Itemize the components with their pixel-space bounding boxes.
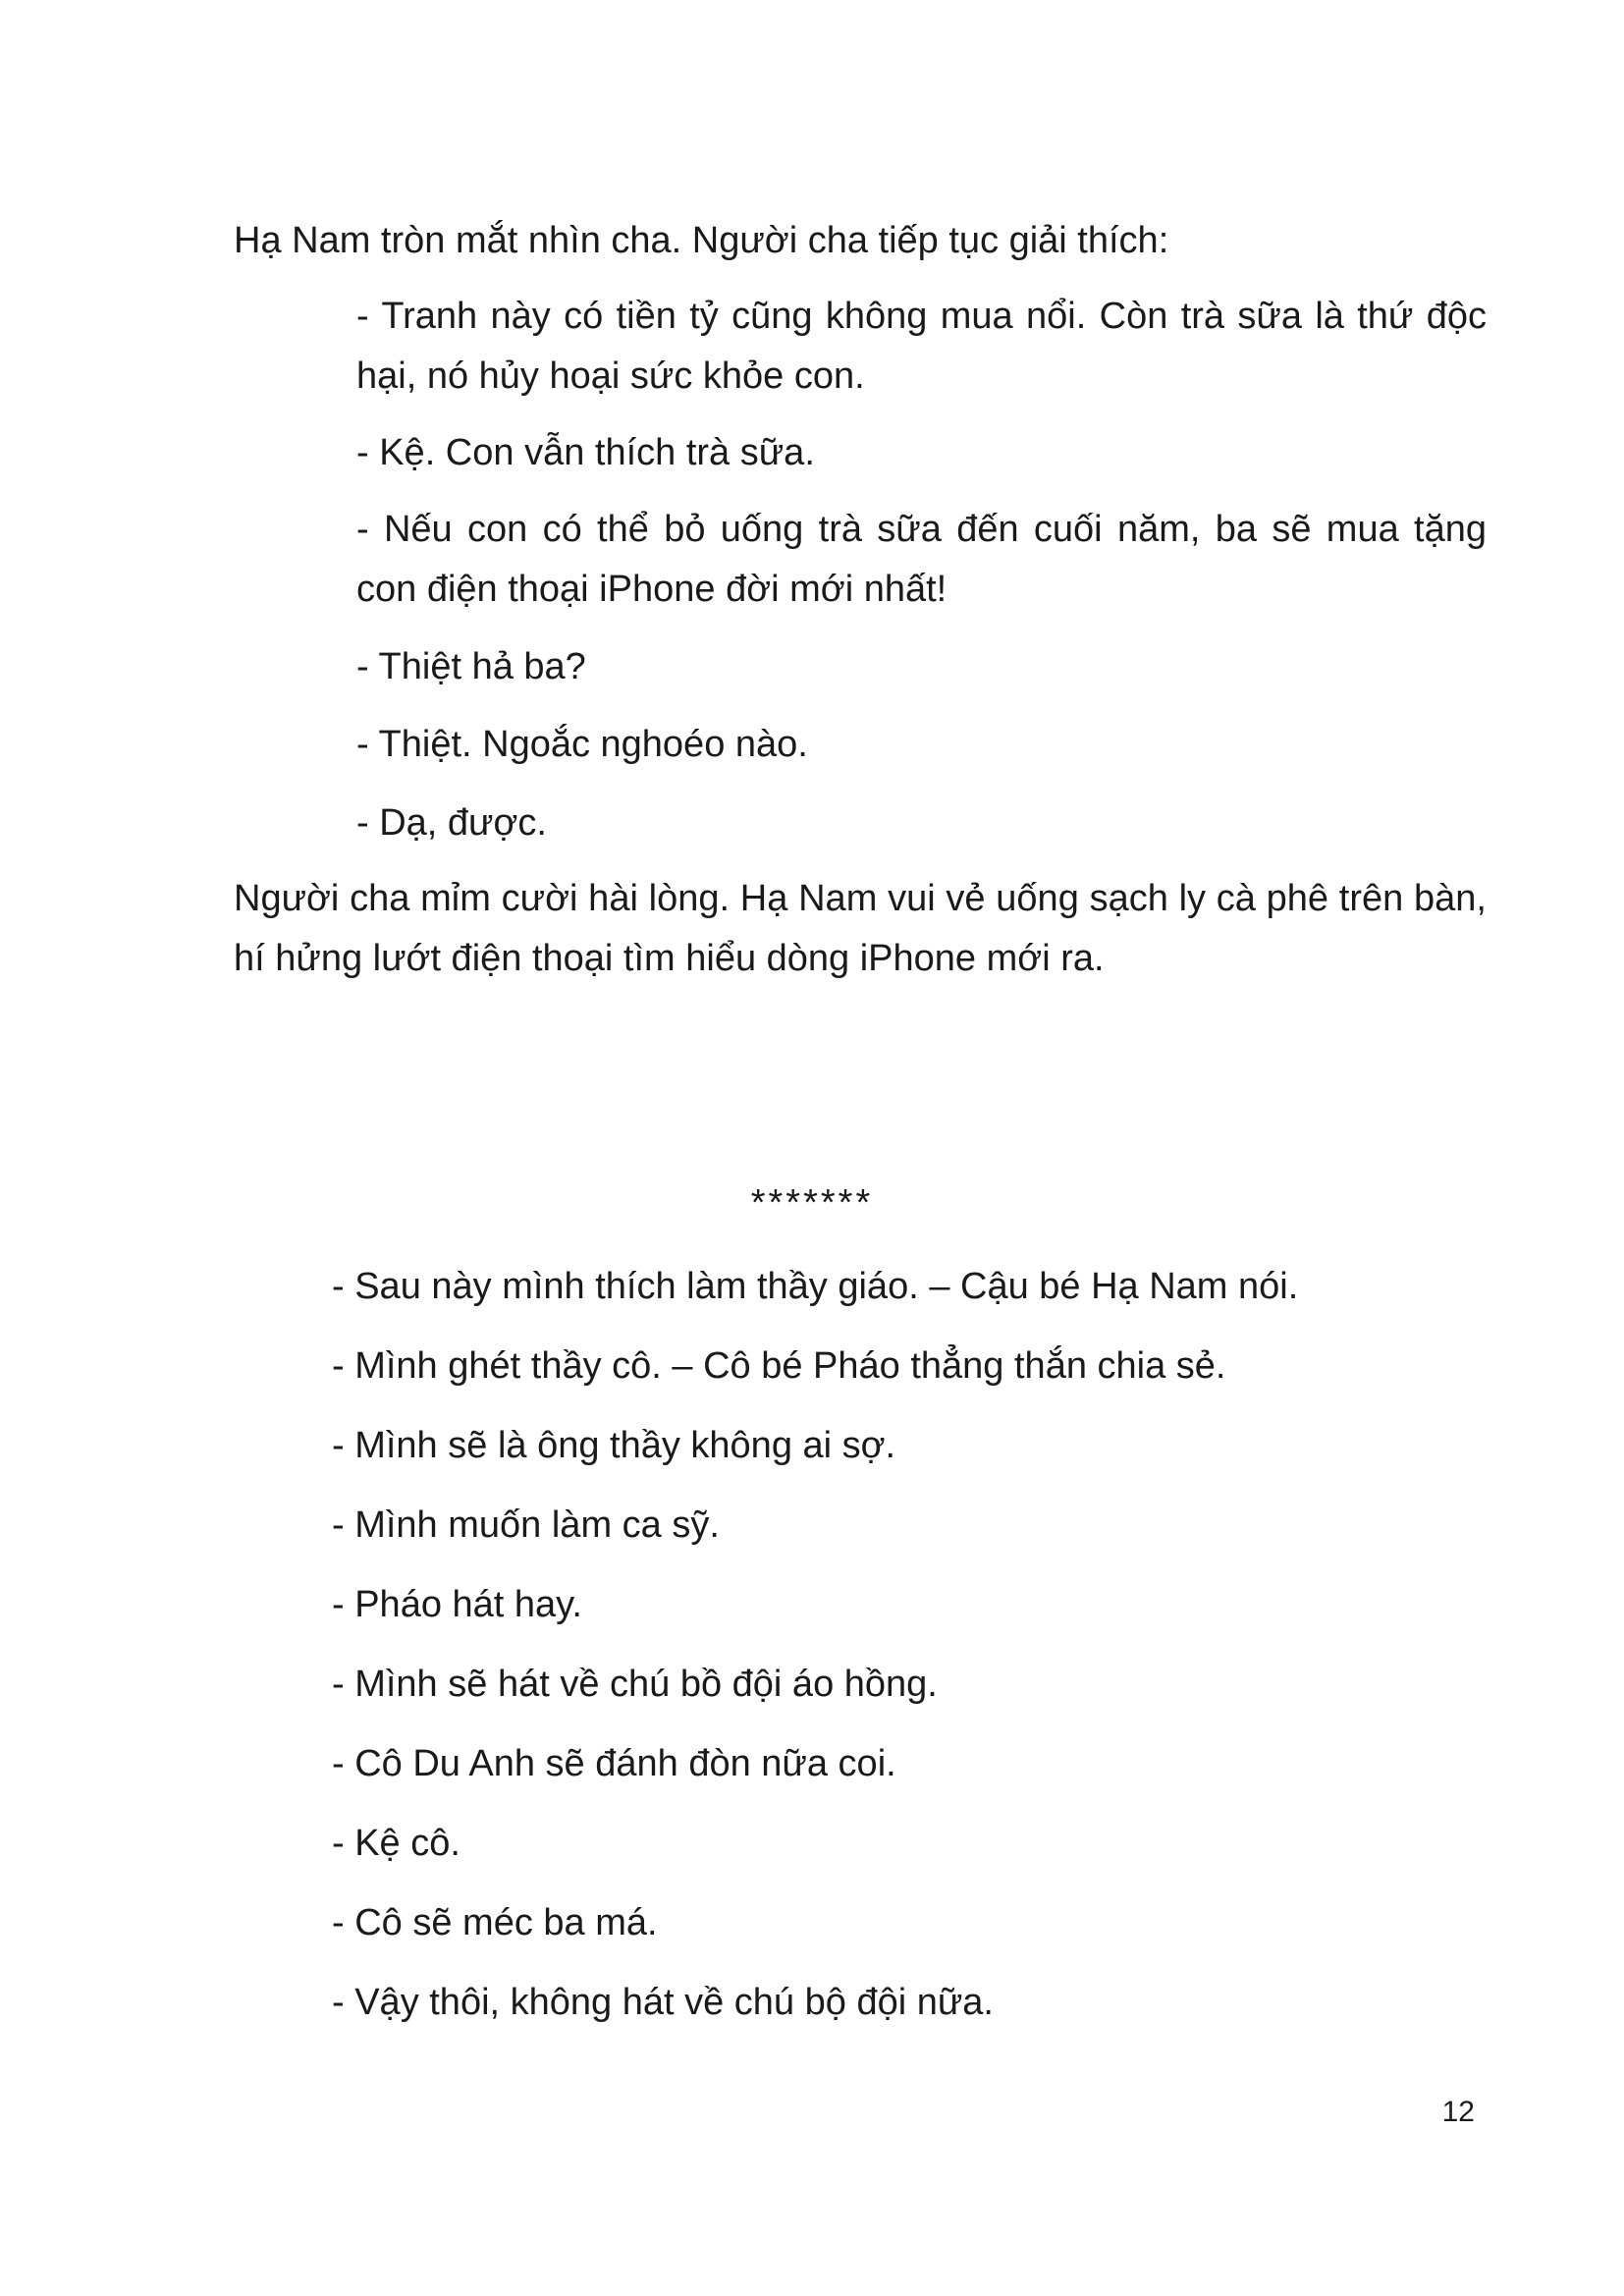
dialog-line: - Thiệt. Ngoắc nghoéo nào. [356, 724, 808, 765]
dialog-line: - Kệ. Con vẫn thích trà sữa. [356, 432, 815, 473]
dialog-line: - Cô Du Anh sẽ đánh đòn nữa coi. [332, 1743, 896, 1784]
dialog-line: - Kệ cô. [332, 1823, 460, 1864]
dialog-line: - Thiệt hả ba? [356, 646, 586, 687]
dialog-line: - Mình sẽ là ông thầy không ai sợ. [332, 1425, 896, 1466]
dialog-line: - Mình sẽ hát về chú bồ đội áo hồng. [332, 1664, 938, 1705]
narration-paragraph: Người cha mỉm cười hài lòng. Hạ Nam vui vẻ uống sạch ly cà phê trên bàn, hí hửng lướt điện thoại tìm hiểu dòng iPhone mới ra. [234, 878, 1487, 979]
dialog-line: - Vậy thôi, không hát về chú bộ đội nữa. [332, 1982, 994, 2023]
dialog-line: - Mình muốn làm ca sỹ. [332, 1504, 720, 1546]
page-number: 12 [1441, 2096, 1475, 2128]
dialog-line: - Sau này mình thích làm thầy giáo. – Cậu bé Hạ Nam nói. [332, 1266, 1299, 1307]
dialog-line: - Pháo hát hay. [332, 1584, 582, 1625]
narration-paragraph: Hạ Nam tròn mắt nhìn cha. Người cha tiếp tục giải thích: [234, 220, 1169, 261]
dialog-line: - Nếu con có thể bỏ uống trà sữa đến cuối năm, ba sẽ mua tặng con điện thoại iPhone đời mới nhất! [356, 509, 1487, 610]
section-separator: ******* [750, 1182, 874, 1224]
dialog-line: - Dạ, được. [356, 802, 547, 844]
dialog-line: - Tranh này có tiền tỷ cũng không mua nổi. Còn trà sữa là thứ độc hại, nó hủy hoại sức khỏe con. [356, 296, 1487, 397]
dialog-line: - Cô sẽ méc ba má. [332, 1902, 658, 1943]
dialog-line: - Mình ghét thầy cô. – Cô bé Pháo thẳng thắn chia sẻ. [332, 1345, 1226, 1387]
